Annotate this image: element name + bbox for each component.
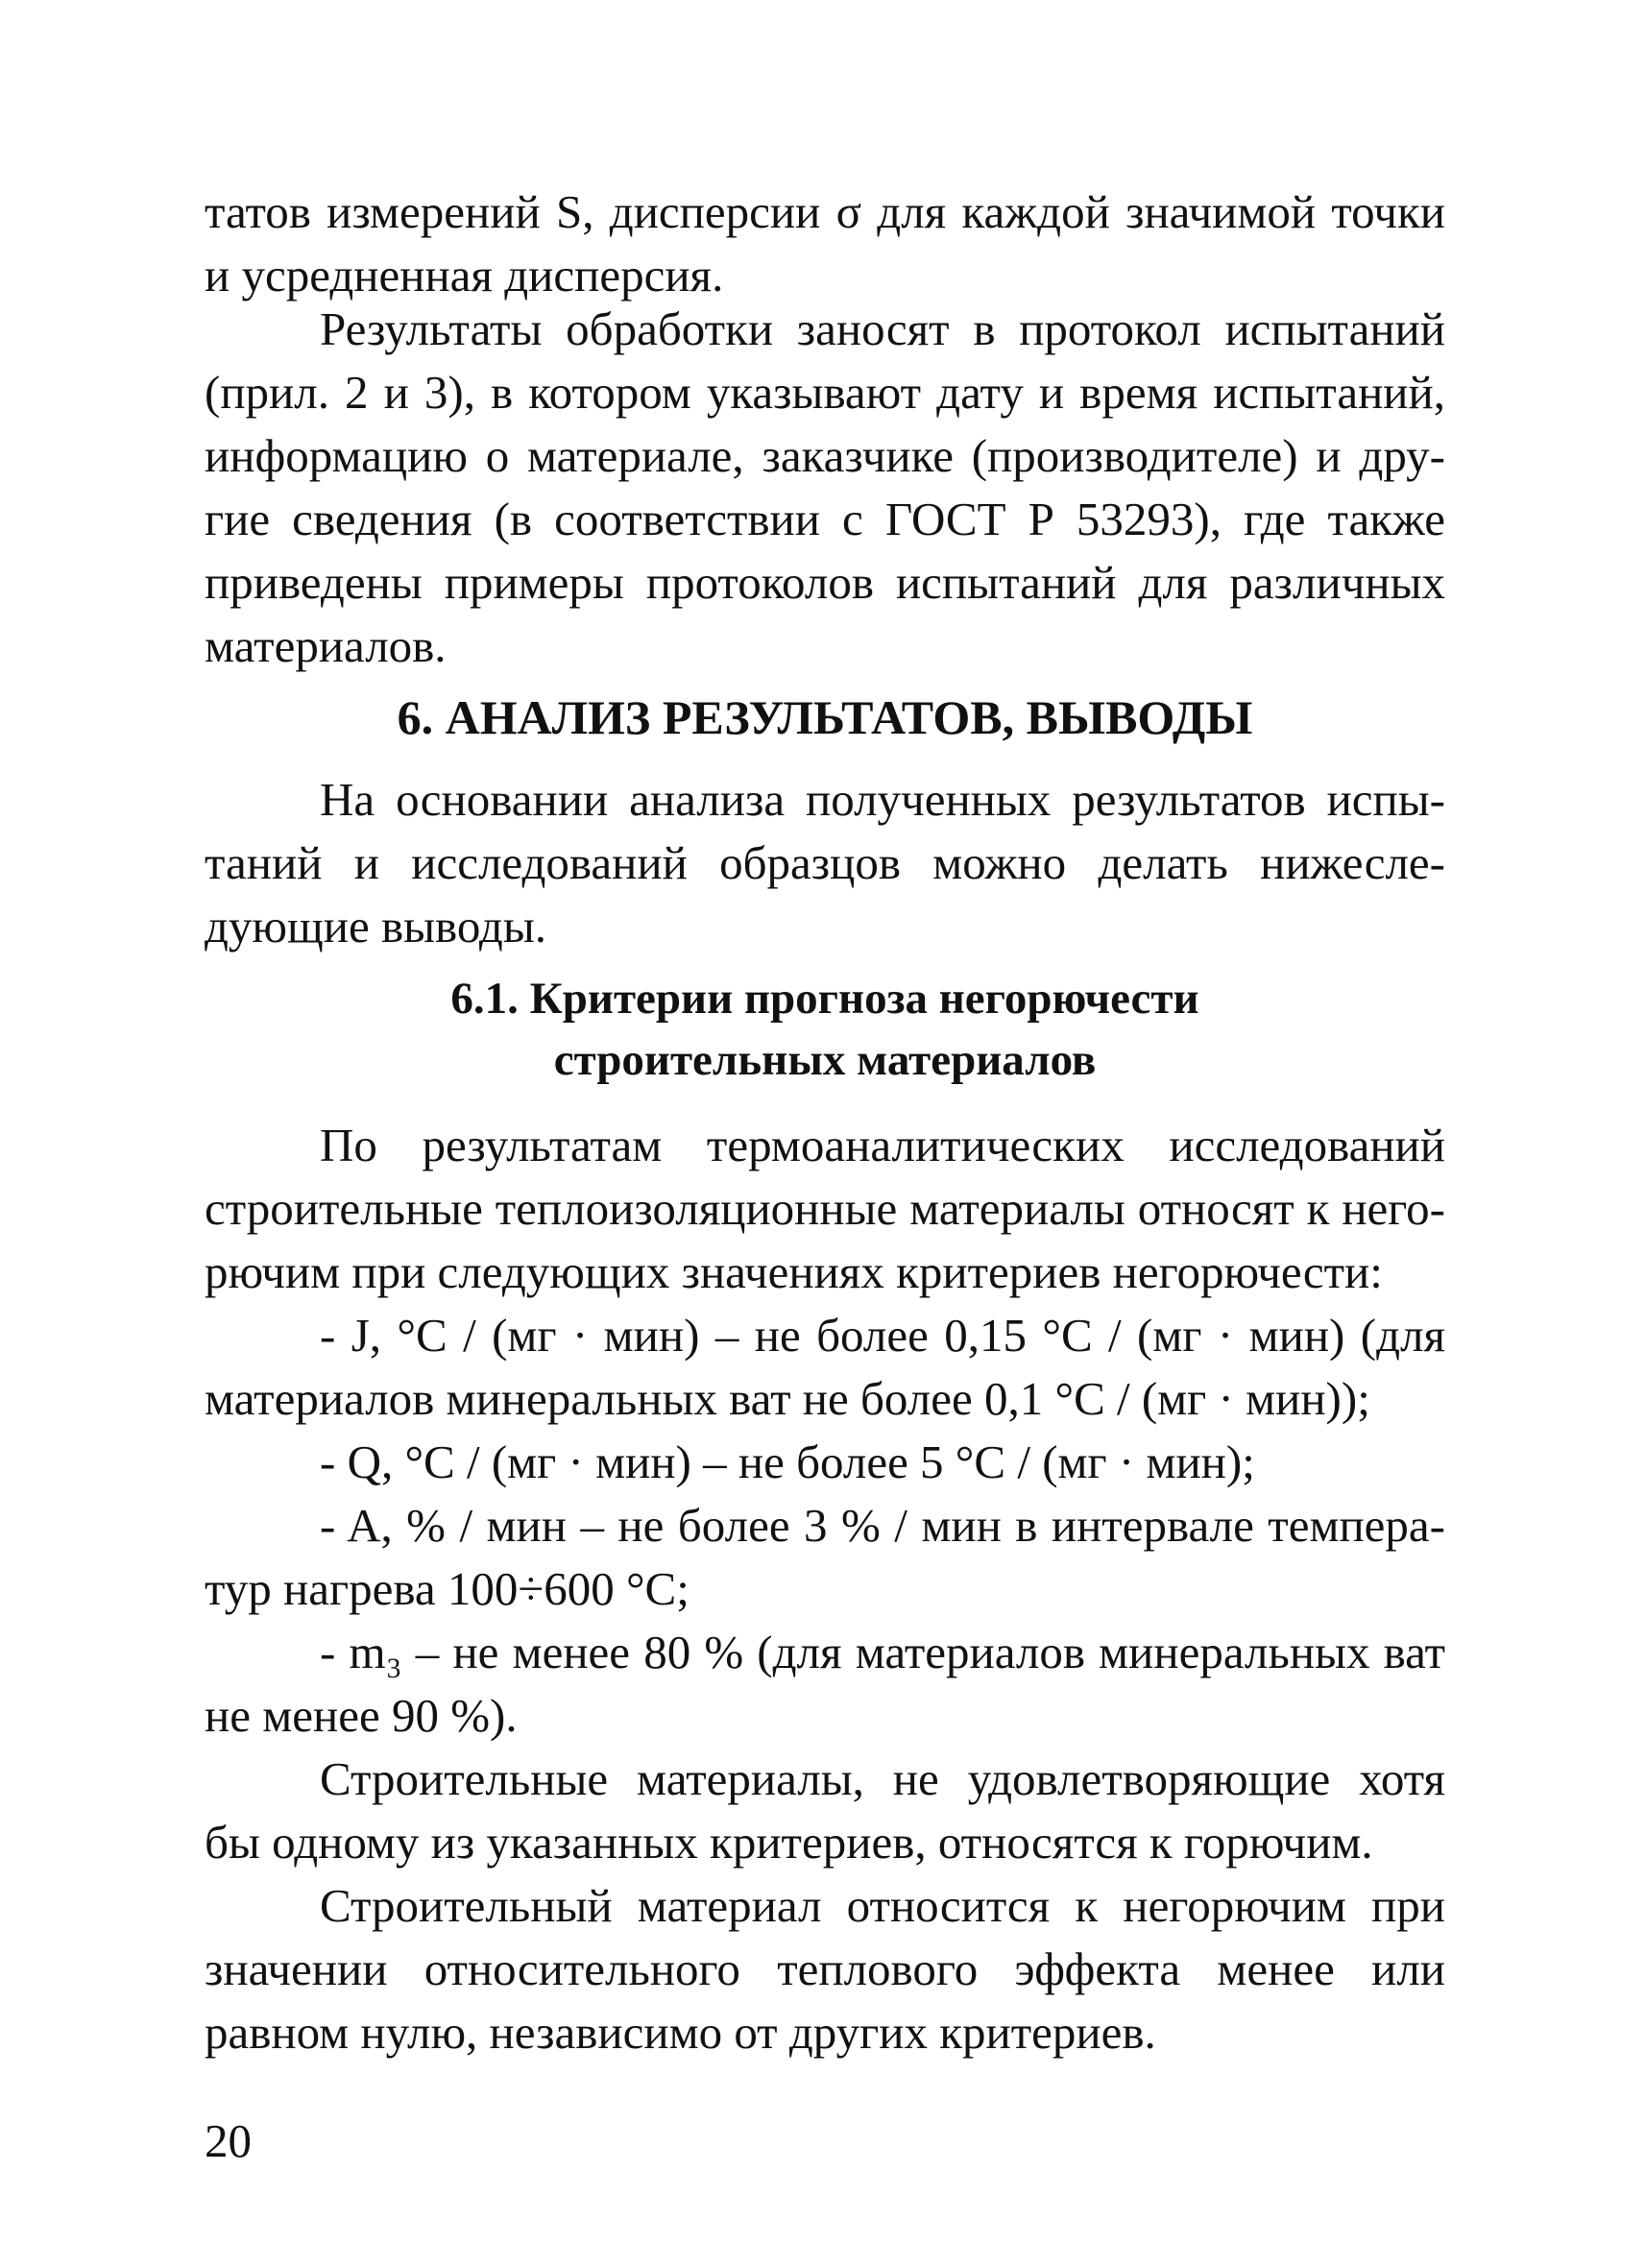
text-line: информацию о материале, заказчике (производителе) и дру- bbox=[205, 429, 1445, 482]
text-line: татов измерений S, дисперсии σ для каждой значимой точки bbox=[205, 185, 1445, 238]
paragraph-intro bbox=[205, 768, 1445, 958]
text-line: бы одному из указанных критериев, относятся к горючим. bbox=[205, 1816, 1373, 1869]
text-line: дующие выводы. bbox=[205, 900, 547, 953]
text-line: Строительный материал относится к негорючим при bbox=[320, 1879, 1445, 1932]
subsection-title-line: 6.1. Критерии прогноза негорючести bbox=[450, 974, 1199, 1024]
text-line: тур нагрева 100÷600 °С; bbox=[205, 1562, 689, 1615]
page-number: 20 bbox=[205, 2114, 252, 2167]
criterion-item-a: - A, % / мин – не более 3 % / мин в интервале темпера- bbox=[320, 1499, 1445, 1552]
text-line: равном нулю, независимо от других критериев. bbox=[205, 2006, 1156, 2059]
text-line: не менее 90 %). bbox=[205, 1689, 518, 1742]
text-line: На основании анализа полученных результатов испы- bbox=[320, 773, 1445, 826]
text-line: рючим при следующих значениях критериев негорючести: bbox=[205, 1245, 1383, 1298]
text-line: строительные теплоизоляционные материалы относят к него- bbox=[205, 1182, 1445, 1235]
text-line: и усредненная дисперсия. bbox=[205, 249, 724, 302]
text-line: материалов. bbox=[205, 619, 447, 672]
text-line: (прил. 2 и 3), в котором указывают дату и время испытаний, bbox=[205, 366, 1445, 419]
criterion-item-j: - J, °С / (мг · мин) – не более 0,15 °С / (мг · мин) (для bbox=[320, 1309, 1445, 1362]
text-line: Строительные материалы, не удовлетворяющие хотя bbox=[320, 1752, 1445, 1805]
subsection-body bbox=[205, 1114, 1445, 2064]
paragraph-results bbox=[205, 298, 1445, 678]
text-line: значении относительного теплового эффекта менее или bbox=[205, 1942, 1445, 1995]
criterion-item-q: - Q, °С / (мг · мин) – не более 5 °С / (мг · мин); bbox=[320, 1436, 1255, 1488]
section-heading: 6. АНАЛИЗ РЕЗУЛЬТАТОВ, ВЫВОДЫ bbox=[397, 690, 1253, 744]
text-line: Результаты обработки заносят в протокол испытаний bbox=[320, 302, 1445, 355]
text-line: По результатам термоаналитических исследований bbox=[320, 1119, 1445, 1171]
subsection-title-line: строительных материалов bbox=[553, 1035, 1097, 1085]
text-line: приведены примеры протоколов испытаний для различных bbox=[205, 556, 1445, 609]
text-line: материалов минеральных ват не более 0,1 °С / (мг · мин)); bbox=[205, 1372, 1370, 1425]
text-line: гие сведения (в соответствии с ГОСТ Р 53293), где также bbox=[205, 493, 1445, 545]
criterion-item-m: - m₃ – не менее 80 % (для материалов минеральных ват bbox=[320, 1626, 1445, 1678]
text-line: таний и исследований образцов можно делать нижесле- bbox=[205, 836, 1445, 889]
paragraph-continuation bbox=[205, 181, 1445, 307]
subsection-heading bbox=[205, 968, 1445, 1091]
